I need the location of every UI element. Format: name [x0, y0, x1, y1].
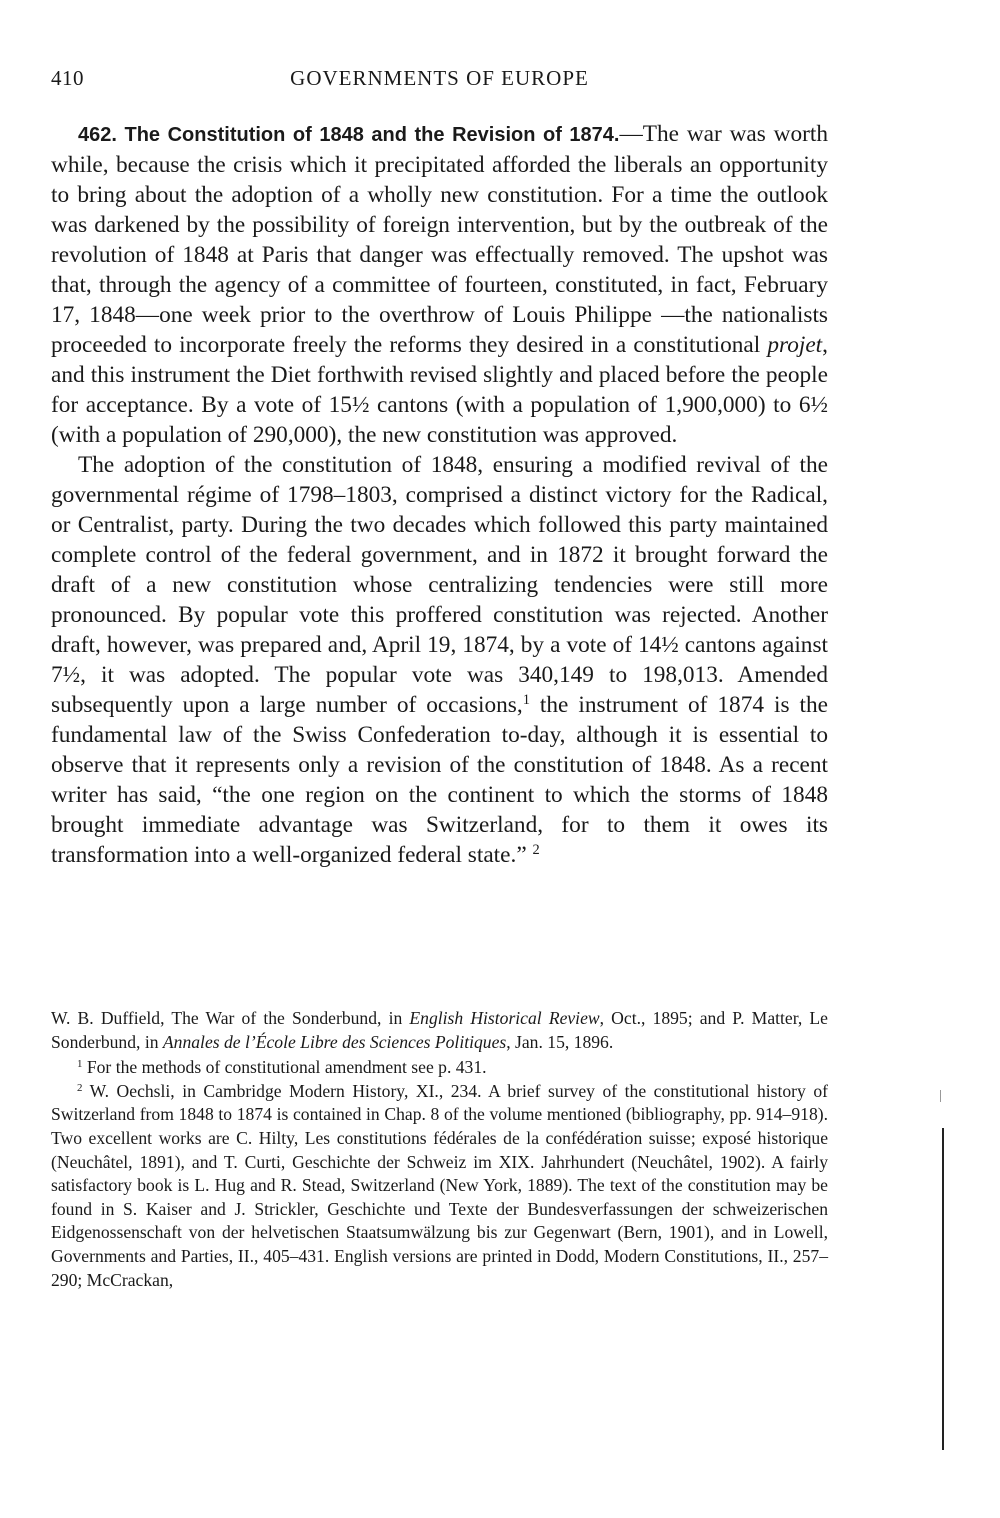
section-heading: 462. The Constitution of 1848 and the Revision of 1874. [78, 124, 620, 146]
bibliography-text-c: , Jan. 15, 1896. [506, 1031, 614, 1052]
page-header [51, 66, 828, 96]
running-title: GOVERNMENTS OF EUROPE [290, 66, 589, 90]
footnote-2-mark: 2 [77, 1081, 83, 1094]
bibliography-text-a: W. B. Duffield, The War of the Sonderbund, in [51, 1008, 410, 1028]
page-number: 410 [51, 66, 84, 90]
footnotes [51, 1007, 828, 1292]
paragraph-1-text-b: , and this instrument the Diet forthwith revised slightly and placed before the people for acceptance. By a vote of 15½ cantons (with a population of 1,900,000) to 6½ (with a population of 290,000), the new constitution was approved. [51, 332, 828, 448]
footnote-ref-2: 2 [532, 842, 540, 859]
footnote-1-text: For the methods of constitutional amendment see p. 431. [82, 1057, 487, 1078]
margin-tick-mark [940, 1090, 941, 1102]
main-text [51, 119, 828, 870]
bibliography-journal-1: English Historical Review [409, 1008, 600, 1028]
footnote-2-text: W. Oechsli, in Cambridge Modern History, XI., 234. A brief survey of the constitutional history of Switzerland from 1848 to 1874 is contained in Chap. 8 of the volume mentioned (bibliography, pp. 914–918). Two excellent works are C. Hilty, Les constitutions fédérales de la confédération suisse; exposé historique (Neuchâtel, 1891), and T. Curti, Geschichte der Schweiz im XIX. Jahrhundert (Neuchâtel, 1902). A fairly satisfactory book is L. Hug and R. Stead, Switzerland (New York, 1889). The text of the constitution may be found in S. Kaiser and J. Strickler, Geschichte und Texte der Bundesverfassungen der schweizerischen Eidgenossenschaft von der helvetischen Staatsumwälzung bis zur Gegenwart (Bern, 1901), and in Lowell, Governments and Parties, II., 405–431. English versions are printed in Dodd, Modern Constitutions, II., 257–290; McCrackan, [51, 1080, 828, 1290]
bibliography-text-b: , Oct., 1895; and P. Matter, Le Sonderbund, in [51, 1008, 828, 1052]
paragraph-1-italic-term: projet [767, 332, 823, 358]
bibliography-note [51, 1007, 828, 1054]
margin-rule [942, 1128, 944, 1450]
paragraph-2 [51, 450, 828, 870]
footnote-2 [51, 1080, 828, 1292]
paragraph-2-text-b: the instrument of 1874 is the fundamental law of the Swiss Confederation to-day, although it is essential to observe that it represents only a revision of the constitution of 1848. As a recent writer has said, “the one region on the continent to which the storms of 1848 brought immediate advantage was Switzerland, for to them it owes its transformation into a well-organized federal state.” [51, 692, 829, 868]
bibliography-journal-2: Annales de l’École Libre des Sciences Politiques [162, 1031, 507, 1052]
footnote-1 [51, 1056, 828, 1080]
paragraph-1 [51, 119, 828, 450]
footnote-ref-1: 1 [522, 692, 530, 709]
footnote-1-mark: 1 [77, 1058, 83, 1071]
paragraph-1-text-a: —The war was worth while, because the crisis which it precipitated afforded the liberals an opportunity to bring about the adoption of a wholly new constitution. For a time the outlook was darkened by the possibility of foreign intervention, but by the outbreak of the revolution of 1848 at Paris that danger was effectually removed. The upshot was that, through the agency of a committee of fourteen, constituted, in fact, February 17, 1848—one week prior to the overthrow of Louis Philippe —the nationalists proceeded to incorporate freely the reforms they desired in a constitutional [51, 121, 828, 358]
paragraph-2-text-a: The adoption of the constitution of 1848, ensuring a modified revival of the governmental régime of 1798–1803, comprised a distinct victory for the Radical, or Centralist, party. During the two decades which followed this party maintained complete control of the federal government, and in 1872 it brought forward the draft of a new constitution whose centralizing tendencies were still more pronounced. By popular vote this proffered constitution was rejected. Another draft, however, was prepared and, April 19, 1874, by a vote of 14½ cantons against 7½, it was adopted. The popular vote was 340,149 to 198,013. Amended subsequently upon a large number of occasions, [51, 452, 828, 718]
